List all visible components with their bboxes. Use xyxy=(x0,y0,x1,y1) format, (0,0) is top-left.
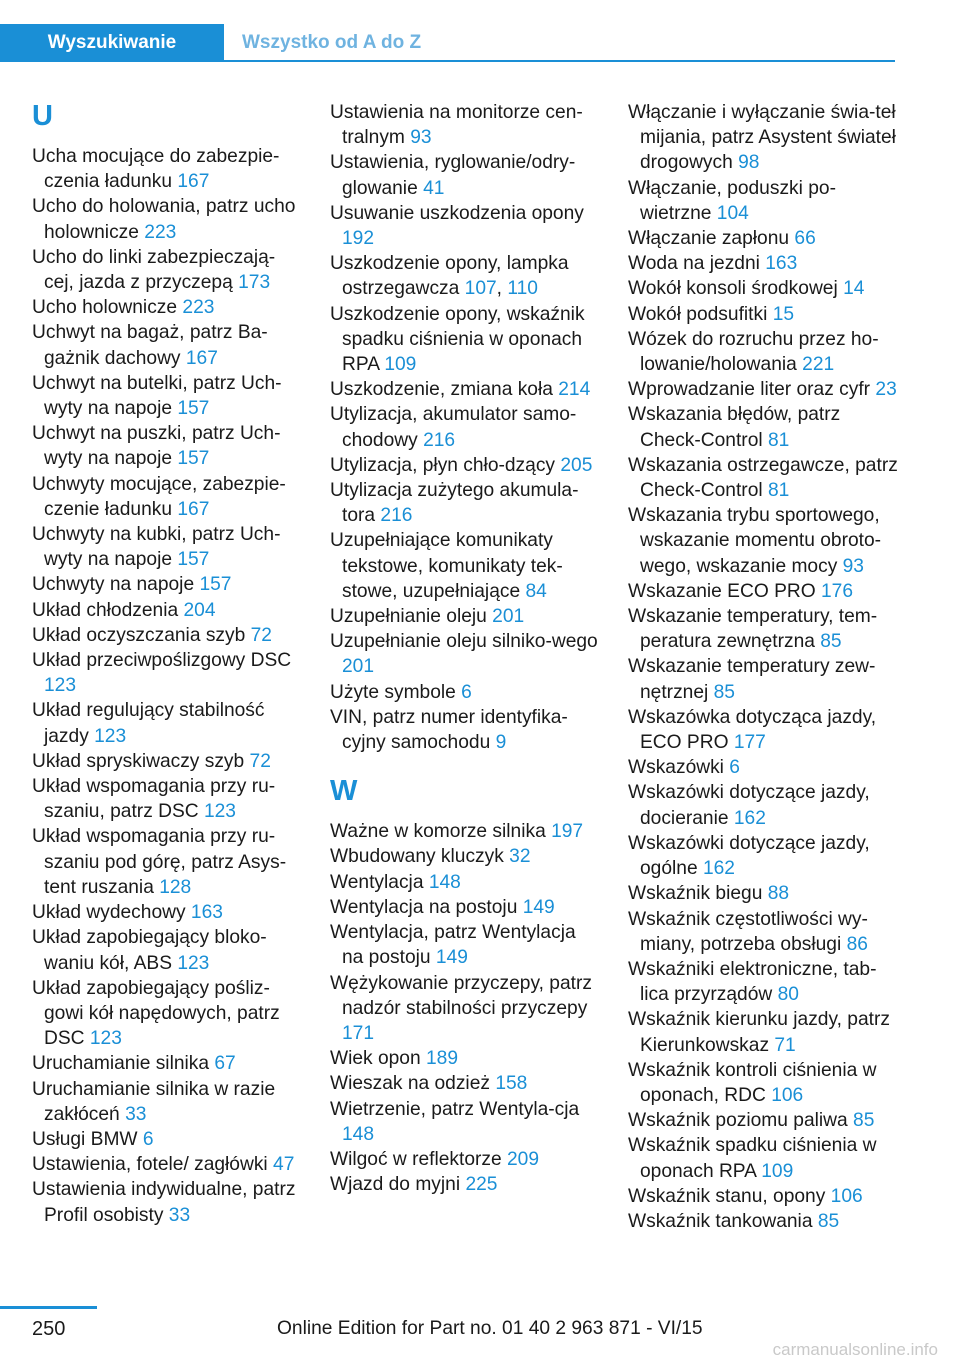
header-divider xyxy=(224,60,895,62)
page-link[interactable]: 93 xyxy=(842,555,864,577)
index-entry xyxy=(330,528,602,604)
index-entry-text: Ustawienia indywidualne, patrz Profil osobisty xyxy=(32,1179,296,1226)
page-link[interactable]: 106 xyxy=(830,1185,863,1207)
page-link[interactable]: 6 xyxy=(729,757,740,779)
index-entry xyxy=(628,755,903,780)
page-link[interactable]: 93 xyxy=(410,127,432,149)
index-entry xyxy=(628,907,903,957)
index-entry-text: Uchwyt na puszki, patrz Uch-wyty na napoje xyxy=(32,423,281,470)
page-link[interactable]: 72 xyxy=(249,750,271,772)
index-entry xyxy=(628,453,903,503)
index-entry xyxy=(32,1152,304,1177)
index-entry xyxy=(32,976,304,1052)
index-entry-text: Włączanie zapłonu xyxy=(628,228,790,250)
index-entry xyxy=(628,780,903,830)
index-entry xyxy=(330,1097,602,1147)
index-entry xyxy=(32,144,304,194)
index-entry-text: Ustawienia, fotele/ zagłówki xyxy=(32,1154,268,1176)
index-entry xyxy=(628,226,903,251)
index-entry-text: Wskazania ostrzegawcze, patrz Check-Control xyxy=(628,454,898,502)
index-entry-text: Wietrzenie, patrz Wentyla-cja xyxy=(330,1098,580,1120)
page-link[interactable]: 6 xyxy=(142,1128,154,1150)
page-link[interactable]: 104 xyxy=(716,202,749,224)
page-link[interactable]: 163 xyxy=(765,253,798,275)
index-entry xyxy=(330,201,602,251)
index-entry-text: Włączanie, poduszki po-wietrzne xyxy=(628,177,836,224)
index-entry xyxy=(330,251,602,301)
page-link[interactable]: 201 xyxy=(492,606,525,628)
page-link[interactable]: 66 xyxy=(794,228,816,250)
index-entry xyxy=(330,844,602,869)
index-entry-text: Układ spryskiwaczy szyb xyxy=(32,750,245,772)
page-link[interactable]: 148 xyxy=(428,871,461,893)
index-entry-text: Uchwyt na bagaż, patrz Ba-gażnik dachowy xyxy=(32,322,268,369)
index-entry-text: Układ przeciwpoślizgowy DSC xyxy=(32,650,292,672)
index-entry xyxy=(330,629,602,679)
index-entry xyxy=(330,402,602,452)
index-entry xyxy=(330,920,602,970)
index-entry-text: Uchwyty na napoje xyxy=(32,574,195,596)
page-link[interactable]: 171 xyxy=(342,1022,375,1044)
page-link[interactable]: 81 xyxy=(767,480,790,502)
index-entry-text: Utylizacja, akumulator samo-chodowy xyxy=(330,404,577,451)
index-column-1 xyxy=(32,100,304,1228)
index-entry xyxy=(32,698,304,748)
page-link[interactable]: 176 xyxy=(821,580,854,602)
index-entry-text: Wskaźniki elektroniczne, tab-lica przyrządów xyxy=(628,958,877,1006)
page-link[interactable]: 163 xyxy=(190,902,223,924)
index-entry xyxy=(330,1071,602,1096)
index-entry-text: Wskazanie temperatury, tem-peratura zewnętrzna xyxy=(628,606,878,653)
index-entry-text: Wskaźnik biegu xyxy=(628,883,763,905)
page-link[interactable]: 149 xyxy=(522,896,555,918)
page-link[interactable]: 177 xyxy=(733,732,766,754)
index-entry-text: Wokół podsufitki xyxy=(628,303,768,325)
page-link[interactable]: 9 xyxy=(495,732,507,754)
index-entry-text: Wentylacja xyxy=(330,871,424,893)
index-entry-text: Wskaźnik poziomu paliwa xyxy=(628,1110,848,1132)
index-entry-text: Wentylacja na postoju xyxy=(330,896,518,918)
index-entry-text: Wieszak na odzież xyxy=(330,1073,490,1095)
page-link[interactable]: 110 xyxy=(507,278,538,300)
page-link[interactable]: 33 xyxy=(125,1103,147,1125)
page-link[interactable]: 85 xyxy=(853,1110,875,1132)
page-link[interactable]: 14 xyxy=(843,278,865,300)
page-link[interactable]: 47 xyxy=(273,1154,295,1176)
index-entry-text: Wiek opon xyxy=(330,1048,421,1070)
index-entry-text: Wbudowany kluczyk xyxy=(330,846,504,868)
index-entry-text: Wskaźnik stanu, opony xyxy=(628,1185,826,1207)
page-link[interactable]: 80 xyxy=(777,984,799,1006)
index-entry xyxy=(628,957,903,1007)
page-separator: , xyxy=(496,278,503,300)
page-link[interactable]: 123 xyxy=(177,952,210,974)
page-link[interactable]: 84 xyxy=(525,580,547,602)
index-entry xyxy=(628,604,903,654)
page-link[interactable]: 85 xyxy=(820,631,842,653)
index-entry-text: Wskazanie temperatury zew-nętrznej xyxy=(628,656,876,703)
page-link[interactable]: 107 xyxy=(464,278,497,300)
page-link[interactable]: 81 xyxy=(767,429,790,451)
index-entry-text: Uszkodzenie, zmiana koła xyxy=(330,379,553,401)
page-link[interactable]: 123 xyxy=(94,725,127,747)
index-entry-text: Użyte symbole xyxy=(330,681,456,703)
page-link[interactable]: 123 xyxy=(44,675,77,697)
page-link[interactable]: 149 xyxy=(435,947,468,969)
page-link[interactable]: 71 xyxy=(774,1034,796,1056)
page-link[interactable]: 162 xyxy=(702,858,735,880)
index-entry xyxy=(628,402,903,452)
index-entry xyxy=(32,371,304,421)
index-entry-text: Wskaźnik kierunku jazdy, patrz Kierunkowskaz xyxy=(628,1009,890,1056)
index-entry xyxy=(32,295,304,320)
index-entry-text: Utylizacja, płyn chło-dzący xyxy=(330,454,556,476)
page-link[interactable]: 216 xyxy=(423,429,456,451)
page-link[interactable]: 157 xyxy=(177,549,210,571)
index-entry-text: Uchwyty mocujące, zabezpie-czenie ładunku xyxy=(32,473,286,520)
index-entry-text: Uruchamianie silnika w razie zakłóceń xyxy=(32,1078,276,1125)
index-entry-text: Wokół konsoli środkowej xyxy=(628,278,838,300)
index-entry xyxy=(628,176,903,226)
index-entry xyxy=(330,302,602,378)
index-entry-text: Ucho do linki zabezpieczają-cej, jazda z przyczepą xyxy=(32,246,276,294)
index-entry-text: Wskazania błędów, patrz Check-Control xyxy=(628,404,841,451)
index-entry-text: Wskaźnik spadku ciśnienia w oponach RPA xyxy=(628,1135,877,1182)
index-entry-text: Wskazówki xyxy=(628,757,724,779)
page-link[interactable]: 67 xyxy=(214,1053,236,1075)
page-link[interactable]: 85 xyxy=(817,1210,840,1232)
index-entry-text: Układ wydechowy xyxy=(32,902,186,924)
index-entry-text: Wskaźnik kontroli ciśnienia w oponach, RDC xyxy=(628,1059,877,1106)
page-link[interactable]: 33 xyxy=(168,1204,191,1226)
index-entry-text: Ustawienia, ryglowanie/odry-glowanie xyxy=(330,152,576,199)
page-link[interactable]: 214 xyxy=(558,379,591,401)
tab-a-to-z[interactable]: Wszystko od A do Z xyxy=(242,32,422,53)
index-entry-text: Wskazówki dotyczące jazdy, docieranie xyxy=(628,782,870,829)
page-number: 250 xyxy=(32,1318,66,1340)
section-letter: W xyxy=(330,775,358,808)
index-entry-text: Układ chłodzenia xyxy=(32,599,179,621)
page-link[interactable]: 106 xyxy=(771,1084,804,1106)
page-link[interactable]: 209 xyxy=(507,1148,540,1170)
index-entry-text: Utylizacja zużytego akumula-tora xyxy=(330,480,579,527)
index-entry xyxy=(330,100,602,150)
index-entry xyxy=(32,572,304,597)
index-entry-text: Uzupełnianie oleju silniko-wego xyxy=(330,631,598,653)
index-entry xyxy=(330,705,602,755)
index-entry xyxy=(628,276,903,301)
index-entry xyxy=(32,522,304,572)
page-link[interactable]: 88 xyxy=(767,883,790,905)
page-link[interactable]: 192 xyxy=(342,228,375,250)
index-entry-text: Wskaźnik tankowania xyxy=(628,1210,813,1232)
index-entry xyxy=(32,1077,304,1127)
index-entry xyxy=(330,604,602,629)
index-entry xyxy=(32,824,304,900)
index-entry xyxy=(330,150,602,200)
page-link[interactable]: 15 xyxy=(772,303,795,325)
page-link[interactable]: 128 xyxy=(159,876,192,898)
index-entry xyxy=(628,1209,903,1234)
index-entry-text: Wilgoć w reflektorze xyxy=(330,1148,502,1170)
index-entry-text: Usługi BMW xyxy=(32,1128,138,1150)
page-link[interactable]: 109 xyxy=(761,1160,794,1182)
index-entry xyxy=(330,1147,602,1172)
index-entry xyxy=(32,1127,304,1152)
index-entry-text: Uchwyty na kubki, patrz Uch-wyty na napoje xyxy=(32,524,281,571)
page-link[interactable]: 157 xyxy=(199,574,232,596)
index-entry xyxy=(628,881,903,906)
index-entry xyxy=(32,194,304,244)
index-entry-text: Wskazania trybu sportowego, wskazanie momentu obroto-wego, wskazanie mocy xyxy=(628,505,882,577)
index-entry xyxy=(628,1108,903,1133)
index-entry xyxy=(32,1177,304,1227)
page-link[interactable]: 157 xyxy=(177,398,210,420)
index-entry-text: Wskaźnik częstotliwości wy-miany, potrzeba obsługi xyxy=(628,908,868,955)
index-entry-text: Uchwyt na butelki, patrz Uch-wyty na napoje xyxy=(32,372,282,420)
page-link[interactable]: 201 xyxy=(342,656,375,678)
index-entry xyxy=(628,1007,903,1057)
page-link[interactable]: 32 xyxy=(509,846,531,868)
index-entry-text: Układ oczyszczania szyb xyxy=(32,624,246,646)
index-entry xyxy=(330,870,602,895)
page-link[interactable]: 197 xyxy=(551,821,584,843)
header-tab-bar xyxy=(0,0,895,62)
index-entry-text: Usuwanie uszkodzenia opony xyxy=(330,202,584,224)
index-entry xyxy=(32,320,304,370)
index-entry-text: Wjazd do myjni xyxy=(330,1174,461,1196)
page-link[interactable]: 167 xyxy=(185,347,218,369)
index-entry xyxy=(330,895,602,920)
index-entry xyxy=(628,705,903,755)
index-entry xyxy=(330,1172,602,1197)
index-entry-text: Wskazówki dotyczące jazdy, ogólne xyxy=(628,832,870,880)
index-entry-text: Wężykowanie przyczepy, patrz nadzór stabilności przyczepy xyxy=(330,972,592,1019)
index-entry xyxy=(628,100,903,176)
index-entry xyxy=(628,831,903,881)
index-entry-text: Uszkodzenie opony, lampka ostrzegawcza xyxy=(330,253,569,300)
index-entry xyxy=(330,1046,602,1071)
index-entry-text: Ucha mocujące do zabezpie-czenia ładunku xyxy=(32,146,280,193)
index-entry-text: Układ wspomagania przy ru-szaniu pod górę, patrz Asys-tent ruszania xyxy=(32,826,287,898)
index-entry-text: Ważne w komorze silnika xyxy=(330,821,546,843)
index-entry xyxy=(628,503,903,579)
page-link[interactable]: 205 xyxy=(560,454,593,476)
page-link[interactable]: 189 xyxy=(426,1048,459,1070)
index-entry-text: Układ wspomagania przy ru-szaniu, patrz DSC xyxy=(32,776,276,823)
index-entry-text: Wskazanie ECO PRO xyxy=(628,580,816,602)
index-entry-text: Wprowadzanie liter oraz cyfr xyxy=(628,379,871,401)
index-entry xyxy=(330,819,602,844)
index-entry xyxy=(32,925,304,975)
page-link[interactable]: 98 xyxy=(738,152,760,174)
index-entry-text: Włączanie i wyłączanie świa-teł mijania, patrz Asystent świateł drogowych xyxy=(628,102,896,174)
index-entry xyxy=(628,1184,903,1209)
page-link[interactable]: 221 xyxy=(802,354,835,376)
index-entry-text: Ucho holownicze xyxy=(32,297,178,319)
index-entry xyxy=(32,900,304,925)
page-link[interactable]: 158 xyxy=(495,1073,528,1095)
page-link[interactable]: 204 xyxy=(183,599,216,621)
index-entry xyxy=(628,302,903,327)
index-entry-text: Wskazówka dotycząca jazdy, ECO PRO xyxy=(628,706,877,754)
index-entry-text: Ustawienia na monitorze cen-tralnym xyxy=(330,102,583,149)
page-link[interactable]: 223 xyxy=(182,297,215,319)
page-link[interactable]: 148 xyxy=(342,1123,375,1145)
page-link[interactable]: 167 xyxy=(177,498,210,520)
index-entry-text: Uzupełniające komunikaty tekstowe, komunikaty tek-stowe, uzupełniające xyxy=(330,530,563,602)
index-entry-text: Woda na jezdni xyxy=(628,253,760,275)
index-entry-text: Wentylacja, patrz Wentylacja na postoju xyxy=(330,922,576,969)
index-entry-text: Uzupełnianie oleju xyxy=(330,606,487,628)
page-link[interactable]: 162 xyxy=(733,807,766,829)
index-entry xyxy=(32,421,304,471)
page-link[interactable]: 41 xyxy=(423,177,445,199)
page-link[interactable]: 109 xyxy=(384,354,417,376)
page-link[interactable]: 123 xyxy=(203,801,236,823)
index-entry xyxy=(32,774,304,824)
index-entry-text: VIN, patrz numer identyfika-cyjny samochodu xyxy=(330,706,568,754)
index-entry xyxy=(628,654,903,704)
page-link[interactable]: 223 xyxy=(144,221,177,243)
index-entry-text: Wózek do rozruchu przez ho-lowanie/holowania xyxy=(628,328,879,376)
index-entry xyxy=(32,648,304,698)
index-entry xyxy=(32,623,304,648)
index-entry xyxy=(330,680,602,705)
index-entry-text: Uruchamianie silnika xyxy=(32,1053,210,1075)
page-link[interactable]: 216 xyxy=(380,505,413,527)
index-entry xyxy=(628,377,903,402)
page-link[interactable]: 157 xyxy=(177,448,210,470)
page-link[interactable]: 173 xyxy=(238,272,271,294)
index-entry xyxy=(32,598,304,623)
page-link[interactable]: 167 xyxy=(177,171,210,193)
index-entry xyxy=(32,749,304,774)
index-entry xyxy=(330,478,602,528)
edition-note: Online Edition for Part no. 01 40 2 963 871 - VI/15 xyxy=(277,1318,703,1339)
page-link[interactable]: 23 xyxy=(875,379,897,401)
page-link[interactable]: 72 xyxy=(250,624,272,646)
index-entry xyxy=(32,1051,304,1076)
footer-accent-line xyxy=(0,1306,97,1309)
index-column-3 xyxy=(628,100,903,1234)
tab-search[interactable]: Wyszukiwanie xyxy=(0,24,224,62)
index-entry xyxy=(330,971,602,1047)
index-entry xyxy=(32,245,304,295)
page-link[interactable]: 225 xyxy=(465,1174,498,1196)
index-entry-text: Układ regulujący stabilność jazdy xyxy=(32,700,265,747)
index-entry xyxy=(628,251,903,276)
index-entry xyxy=(628,327,903,377)
page-link[interactable]: 123 xyxy=(89,1028,122,1050)
page-link[interactable]: 86 xyxy=(846,933,868,955)
index-entry xyxy=(628,1133,903,1183)
index-entry xyxy=(628,1058,903,1108)
index-entry xyxy=(330,453,602,478)
index-entry xyxy=(628,579,903,604)
index-entry-text: Układ zapobiegający bloko-waniu kół, ABS xyxy=(32,927,267,974)
page-link[interactable]: 6 xyxy=(461,681,472,703)
index-entry xyxy=(330,377,602,402)
index-entry xyxy=(32,472,304,522)
index-entry-text: Uszkodzenie opony, wskaźnik spadku ciśnienia w oponach RPA xyxy=(330,303,585,376)
index-column-2 xyxy=(330,100,602,1197)
index-entry-text: Ucho do holowania, patrz ucho holownicze xyxy=(32,196,296,243)
index-entry-text: Układ zapobiegający pośliz-gowi kół napędowych, patrz DSC xyxy=(32,977,280,1050)
watermark: carmanualsonline.info xyxy=(772,1340,938,1359)
section-letter: U xyxy=(32,100,53,132)
page-link[interactable]: 85 xyxy=(713,681,735,703)
